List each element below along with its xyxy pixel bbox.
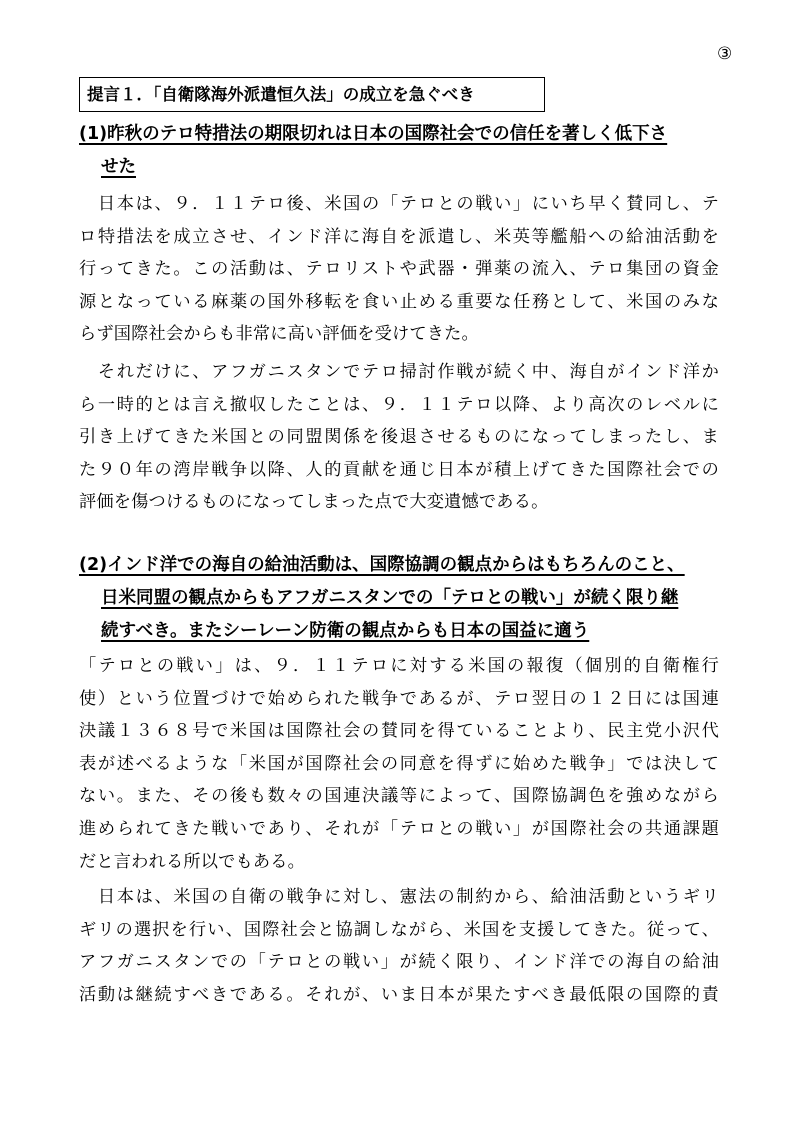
heading-line: (1)昨秋のテロ特措法の期限切れは日本の国際社会での信任を著しく低下さ bbox=[79, 124, 668, 144]
paragraph-line: 使）という位置づけで始められた戦争であるが、テロ翌日の１２日には国連 bbox=[79, 688, 719, 709]
paragraph-line: ロ特措法を成立させ、インド洋に海自を派遣し、米英等艦船への給油活動を bbox=[79, 226, 719, 247]
paragraph-line: 引き上げてきた米国との同盟関係を後退させるものになってしまったし、ま bbox=[79, 427, 719, 448]
paragraph-line: アフガニスタンでの「テロとの戦い」が続く限り、インド洋での海自の給油 bbox=[79, 952, 719, 973]
heading-line: 続すべき。またシーレーン防衛の観点からも日本の国益に適う bbox=[101, 621, 590, 641]
paragraph-line: 進められてきた戦いであり、それが「テロとの戦い」が国際社会の共通課題 bbox=[79, 818, 719, 839]
paragraph-line: 源となっている麻薬の国外移転を食い止める重要な任務として、米国のみな bbox=[79, 291, 719, 312]
paragraph-line: 日本は、米国の自衛の戦争に対し、憲法の制約から、給油活動というギリ bbox=[79, 887, 719, 907]
section-1-heading bbox=[79, 118, 719, 184]
paragraph-line: 日本は、９．１１テロ後、米国の「テロとの戦い」にいち早く賛同し、テ bbox=[79, 194, 719, 214]
paragraph-line: ギリの選択を行い、国際社会と協調しながら、米国を支援してきた。従って、 bbox=[79, 919, 719, 940]
paragraph-line: 「テロとの戦い」は、９．１１テロに対する米国の報復（個別的自衛権行 bbox=[79, 656, 719, 676]
paragraph-line: それだけに、アフガニスタンでテロ掃討作戦が続く中、海自がインド洋か bbox=[79, 362, 719, 382]
paragraph-line: ない。また、その後も数々の国連決議等によって、国際協調色を強めながら bbox=[79, 786, 719, 807]
section-2-heading bbox=[79, 549, 719, 648]
paragraph-line: 評価を傷つけるものになってしまった点で大変遺憾である。 bbox=[79, 492, 549, 513]
section-1-paragraph-2 bbox=[79, 356, 719, 519]
section-2-paragraph-1 bbox=[79, 650, 719, 878]
section-2-paragraph-2 bbox=[79, 881, 719, 1011]
page-number: ③ bbox=[717, 44, 733, 64]
section-1-paragraph-1 bbox=[79, 188, 719, 351]
paragraph-line: 行ってきた。この活動は、テロリストや武器・弾薬の流入、テロ集団の資金 bbox=[79, 259, 719, 280]
paragraph-line: 決議１３６８号で米国は国際社会の賛同を得ていることより、民主党小沢代 bbox=[79, 721, 719, 742]
paragraph-line: ら一時的とは言え撤収したことは、９．１１テロ以降、より高次のレベルに bbox=[79, 394, 719, 415]
paragraph-line: 活動は継続すべきである。それが、いま日本が果たすべき最低限の国際的責 bbox=[79, 984, 719, 1005]
heading-line: 日米同盟の観点からもアフガニスタンでの「テロとの戦い」が続く限り継 bbox=[101, 588, 679, 608]
heading-line: せた bbox=[101, 157, 136, 177]
proposal-title-box: 提言１．「自衛隊海外派遣恒久法」の成立を急ぐべき bbox=[79, 77, 545, 112]
paragraph-line: らず国際社会からも非常に高い評価を受けてきた。 bbox=[79, 324, 479, 345]
paragraph-line: た９０年の湾岸戦争以降、人的貢献を通じ日本が積上げてきた国際社会での bbox=[79, 459, 719, 480]
paragraph-line: だと言われる所以でもある。 bbox=[79, 851, 306, 872]
heading-line: (2)インド洋での海自の給油活動は、国際協調の観点からはもちろんのこと、 bbox=[79, 555, 685, 575]
paragraph-line: 表が述べるような「米国が国際社会の同意を得ずに始めた戦争」では決して bbox=[79, 753, 719, 774]
